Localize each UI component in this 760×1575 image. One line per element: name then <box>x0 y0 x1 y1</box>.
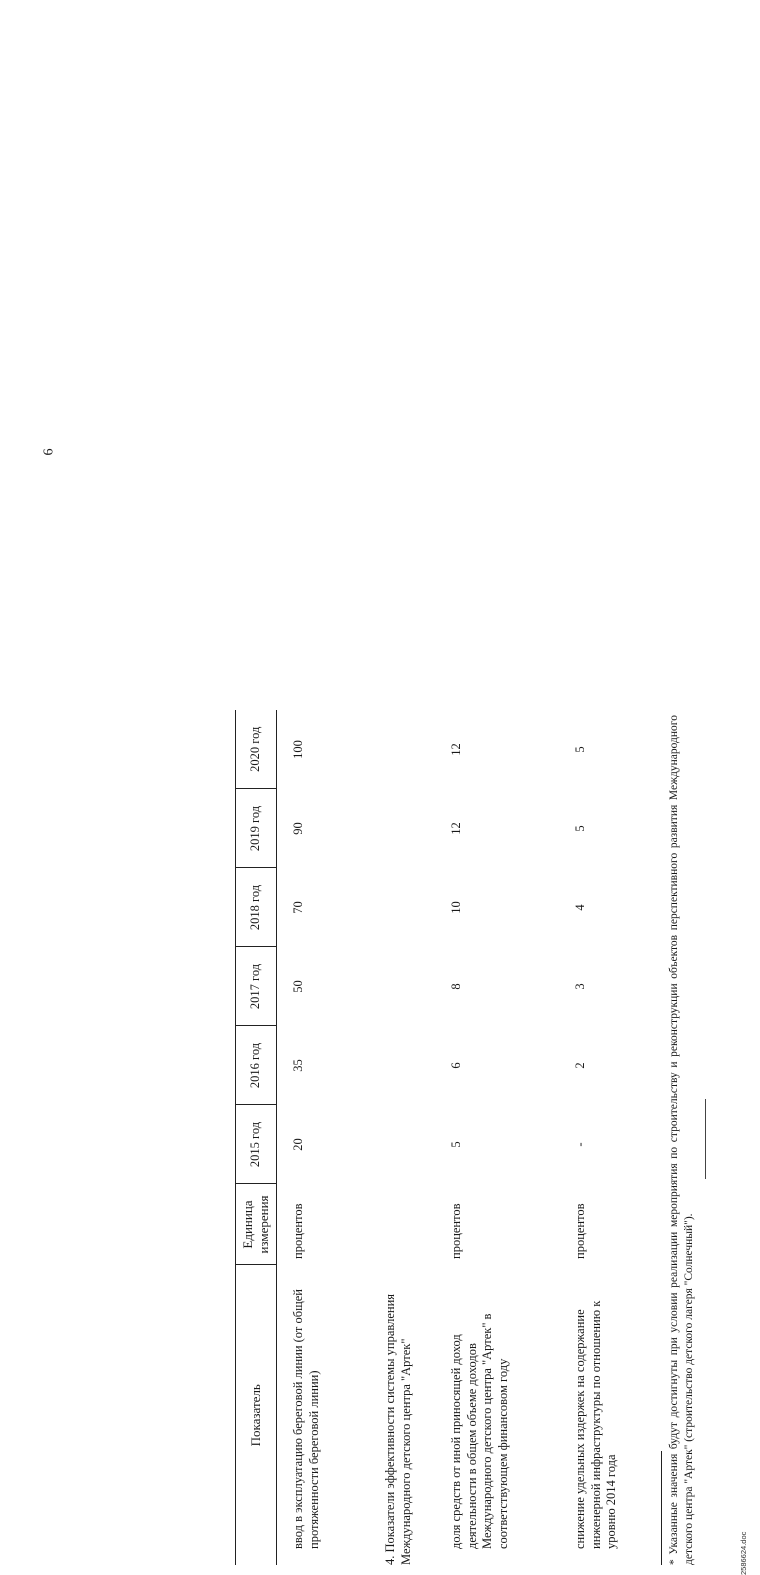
value-cell: 6 <box>449 1062 463 1069</box>
value-cell: 12 <box>449 743 463 756</box>
value-cell: 70 <box>291 901 305 914</box>
header-year: 2016 год <box>236 1026 277 1105</box>
value-cell <box>377 1105 443 1184</box>
indicator-cell: доля средств от иной приносящей доход деятельности в общем объеме доходов Международного детского центра "Артек" в соответствующем финансовом году <box>449 1313 510 1549</box>
document-id: 2586624.doc <box>739 1531 748 1575</box>
value-cell <box>377 947 443 1026</box>
table-row <box>567 710 673 1565</box>
end-rule <box>705 1099 706 1179</box>
value-cell: 5 <box>573 825 587 832</box>
value-cell: 5 <box>449 1141 463 1148</box>
value-cell: 100 <box>291 740 305 759</box>
header-year: 2019 год <box>236 789 277 868</box>
value-cell: 5 <box>573 746 587 753</box>
indicators-table <box>235 710 673 1565</box>
value-cell <box>377 1026 443 1105</box>
footnote: * Указанные значения будут достигнуты при условии реализации мероприятия по строительству и реконструкции объектов перспективного развития Международного детского центра "Артек" (строительство детского лагеря "Солнечный"). <box>668 715 695 1565</box>
indicator-cell: ввод в эксплуатацию береговой линии (от общей протяженности береговой линии) <box>291 1289 321 1549</box>
header-indicator: Показатель <box>236 1265 277 1565</box>
header-year: 2015 год <box>236 1105 277 1184</box>
value-cell <box>377 710 443 789</box>
value-cell <box>377 868 443 947</box>
header-year: 2020 год <box>236 710 277 789</box>
unit-cell <box>377 1184 443 1265</box>
value-cell: 12 <box>449 822 463 835</box>
value-cell: 20 <box>291 1138 305 1151</box>
header-unit: Единица измерения <box>236 1184 277 1265</box>
value-cell: 90 <box>291 822 305 835</box>
rotated-page-content <box>235 710 760 1575</box>
value-cell: 10 <box>449 901 463 914</box>
value-cell: 35 <box>291 1059 305 1072</box>
table-row <box>277 710 378 1565</box>
table-section-row <box>377 710 443 1565</box>
table-header-row <box>236 710 277 1565</box>
value-cell: 4 <box>573 904 587 911</box>
unit-cell: процентов <box>573 1203 587 1259</box>
page-number: 6 <box>41 448 57 456</box>
value-cell: 2 <box>573 1062 587 1069</box>
header-year: 2018 год <box>236 868 277 947</box>
value-cell: - <box>573 1142 587 1147</box>
section-heading-cell: 4. Показатели эффективности системы управления Международного детского центра "Артек" <box>383 1293 413 1565</box>
unit-cell: процентов <box>291 1203 305 1259</box>
header-year: 2017 год <box>236 947 277 1026</box>
footnote-separator <box>661 1451 662 1565</box>
indicator-cell: снижение удельных издержек на содержание инженерной инфраструктуры по отношению к уровню 2014 года <box>573 1300 619 1549</box>
value-cell: 8 <box>449 983 463 990</box>
unit-cell: процентов <box>449 1203 463 1259</box>
value-cell: 50 <box>291 980 305 993</box>
table-row <box>443 710 567 1565</box>
value-cell <box>377 789 443 868</box>
value-cell: 3 <box>573 983 587 990</box>
